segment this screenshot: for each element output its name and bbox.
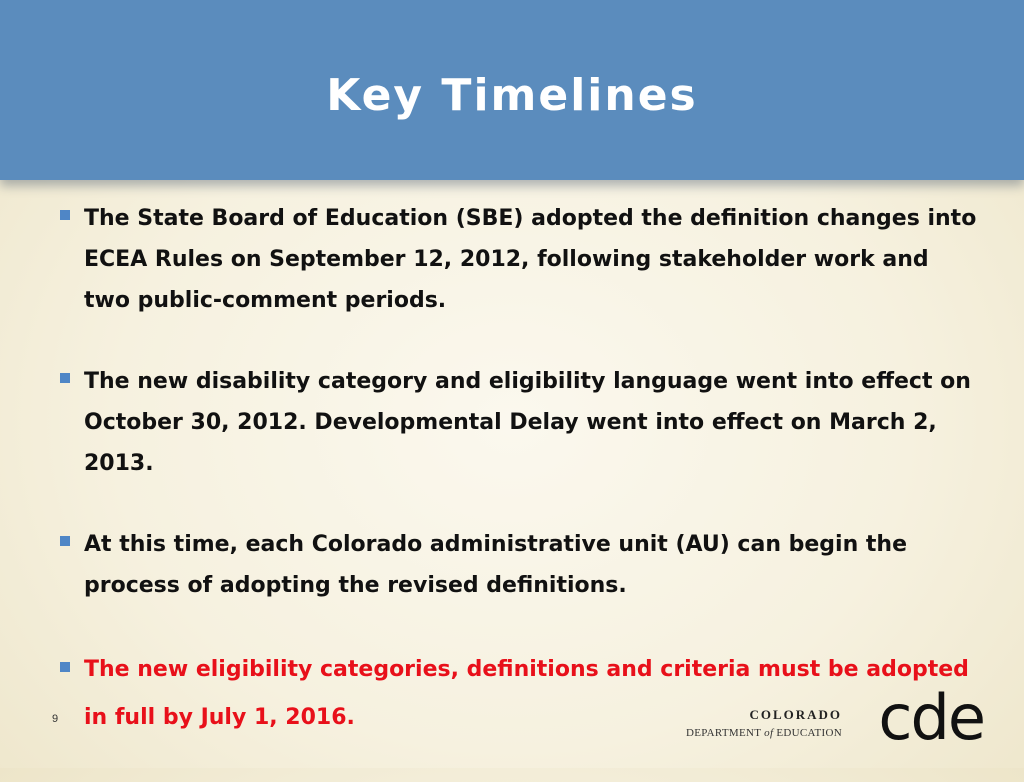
square-bullet-icon: [60, 373, 70, 383]
bullet-item: [60, 198, 980, 321]
logo-dept-of: of: [764, 727, 774, 739]
bullet-text: The new eligibility categories, definitions and criteria must be adopted in full by July 1, 2016.: [84, 657, 969, 730]
cde-logo: [686, 681, 990, 754]
logo-colorado-text: COLORADO: [749, 707, 842, 722]
bullet-item: [60, 361, 980, 484]
square-bullet-icon: [60, 210, 70, 220]
cde-logo-mark: cde: [878, 681, 984, 754]
slide-title: Key Timelines: [326, 70, 698, 121]
logo-department-text: [686, 727, 842, 739]
logo-dept-post: EDUCATION: [773, 727, 842, 739]
logo-dept-pre: DEPARTMENT: [686, 727, 765, 739]
bullet-text: The State Board of Education (SBE) adopted the definition changes into ECEA Rules on September 12, 2012, following stakeholder work and two public-comment periods.: [84, 206, 977, 313]
bullet-text: The new disability category and eligibility language went into effect on October 30, 2012. Developmental Delay went into effect on March 2, 2013.: [84, 369, 971, 476]
bullet-item: [60, 524, 980, 606]
square-bullet-icon: [60, 536, 70, 546]
bullet-text: At this time, each Colorado administrative unit (AU) can begin the process of adopting the revised definitions.: [84, 532, 908, 598]
square-bullet-icon: [60, 662, 70, 672]
page-number: 9: [52, 713, 59, 725]
slide-header: [0, 0, 1024, 180]
